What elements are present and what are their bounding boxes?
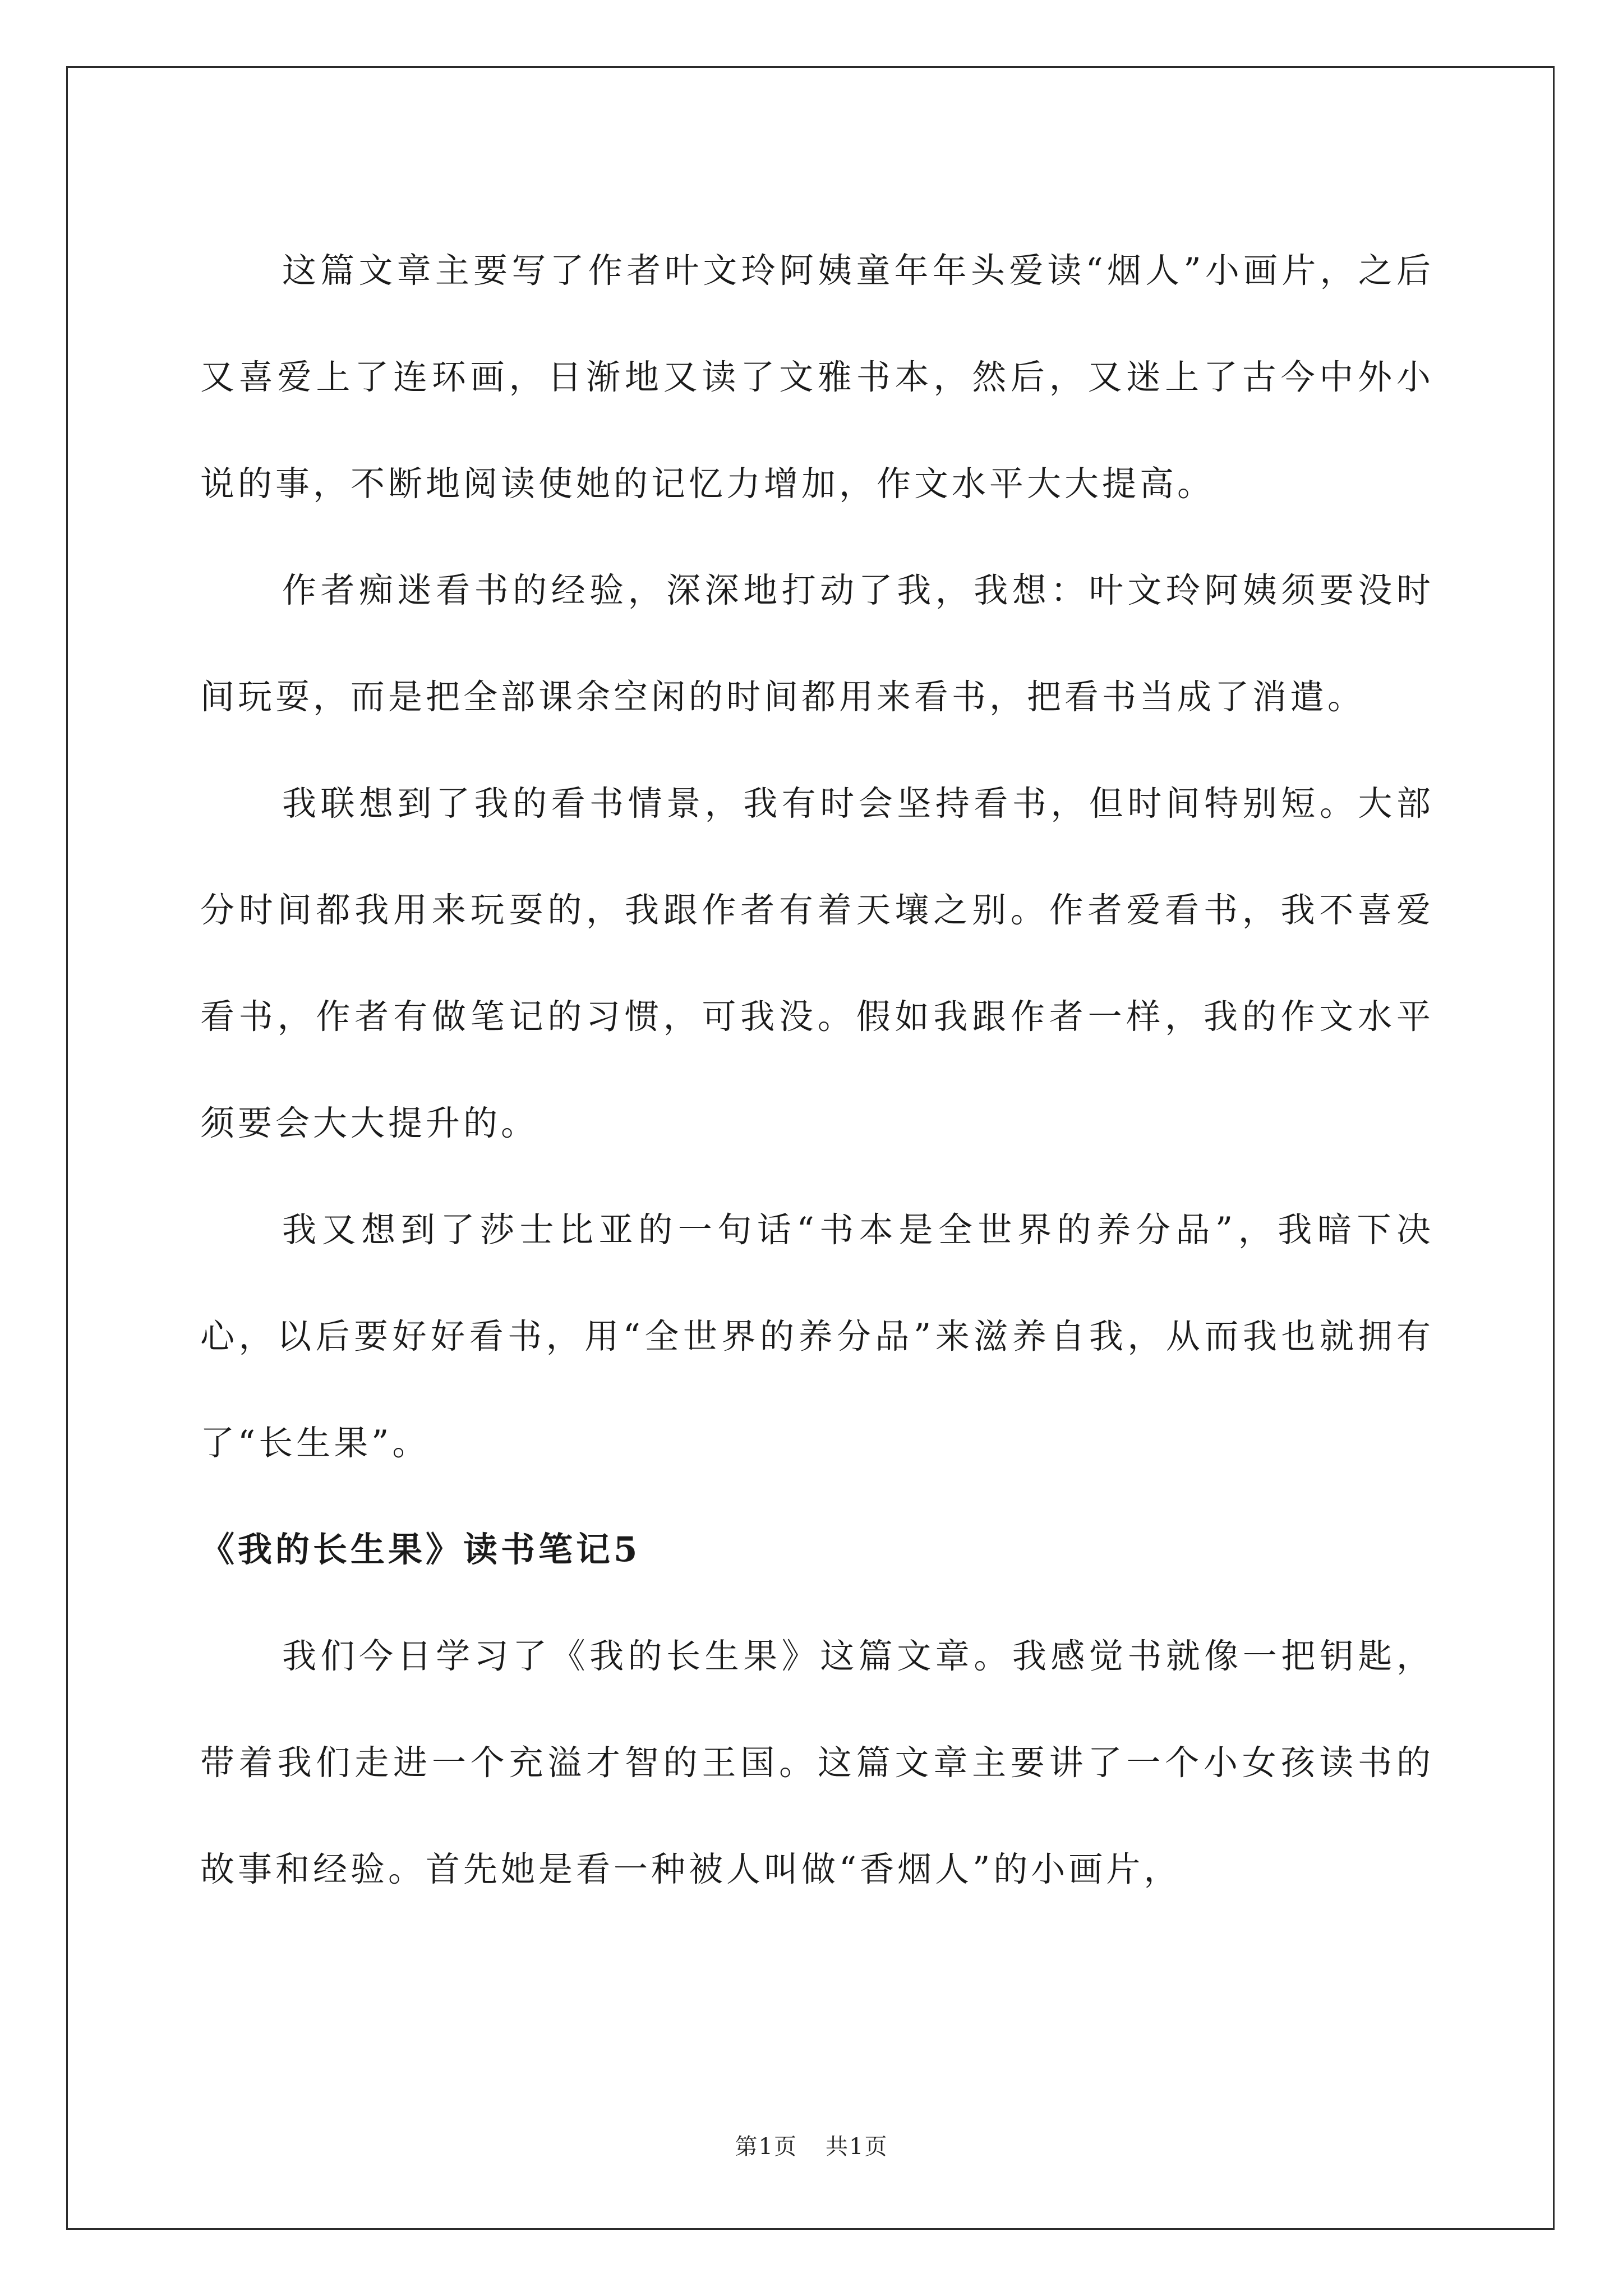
paragraph-4: 我又想到了莎士比亚的一句话“书本是全世界的养分品”，我暗下决心，以后要好好看书，用“全世界的养分品”来滋养自我，从而我也就拥有了“长生果”。 [200,1210,1434,1463]
section-heading: 《我的长生果》读书笔记5 [200,1530,641,1570]
section-paragraph-1: 我们今日学习了《我的长生果》这篇文章。我感觉书就像一把钥匙，带着我们走进一个充溢才智的王国。这篇文章主要讲了一个小女孩读书的故事和经验。首先她是看一种被人叫做“香烟人”的小画片， [200,1636,1434,1889]
page-footer [0,2129,1623,2161]
paragraph-3: 我联想到了我的看书情景，我有时会坚持看书，但时间特别短。大部分时间都我用来玩耍的，我跟作者有着天壤之别。作者爱看书，我不喜爱看书，作者有做笔记的习惯，可我没。假如我跟作者一样，我的作文水平须要会大大提升的。 [200,784,1434,1143]
paragraph-1: 这篇文章主要写了作者叶文玲阿姨童年年头爱读“烟人”小画片，之后又喜爱上了连环画，日渐地又读了文雅书本，然后，又迷上了古今中外小说的事，不断地阅读使她的记忆力增加，作文水平大大提高。 [200,251,1434,504]
page-number-total: 共1页 [826,2134,888,2160]
paragraph-2: 作者痴迷看书的经验，深深地打动了我，我想：叶文玲阿姨须要没时间玩耍，而是把全部课余空闲的时间都用来看书，把看书当成了消遣。 [200,570,1434,717]
page-number-current: 第1页 [735,2134,797,2160]
document-body [200,218,1434,1923]
